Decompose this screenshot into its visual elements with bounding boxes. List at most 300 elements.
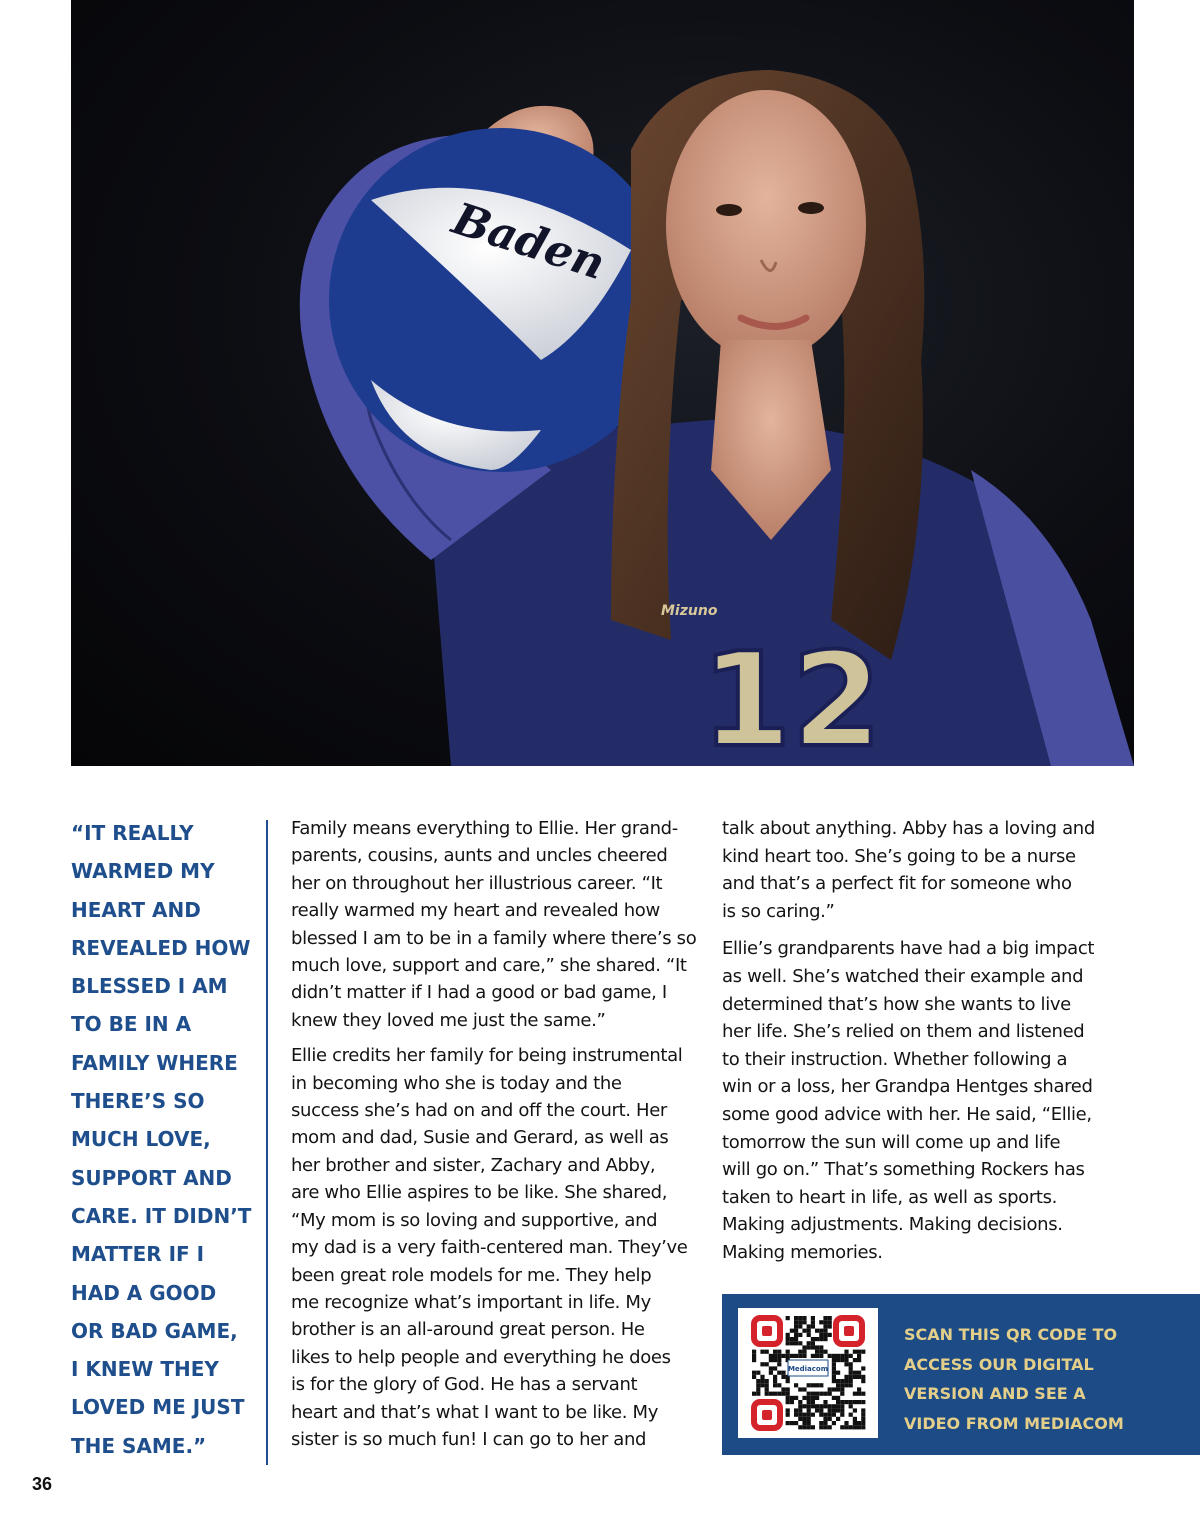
qr-module [807, 1329, 811, 1333]
qr-module [794, 1421, 798, 1425]
qr-module [823, 1417, 827, 1421]
pull-quote-line: THERE’S SO [71, 1089, 205, 1114]
qr-module [802, 1425, 806, 1429]
qr-module [777, 1362, 781, 1366]
article-column-2 [722, 815, 1095, 1267]
qr-module [802, 1354, 806, 1358]
qr-module [802, 1387, 806, 1391]
article-line: kind heart too. She’s going to be a nurse [722, 845, 1076, 867]
qr-module [781, 1371, 785, 1375]
qr-module [853, 1425, 857, 1429]
qr-module [786, 1392, 790, 1396]
qr-module [819, 1404, 823, 1408]
article-line: likes to help people and everything he does [291, 1346, 671, 1368]
article-line: talk about anything. Abby has a loving and [722, 818, 1095, 839]
article-line: Making adjustments. Making decisions. [722, 1214, 1063, 1236]
qr-module [794, 1354, 798, 1358]
qr-module [798, 1425, 802, 1429]
article-line: Ellie’s grandparents have had a big impact [722, 938, 1095, 960]
pull-quote-line: BLESSED I AM [71, 974, 228, 999]
qr-module [786, 1408, 790, 1412]
article-line: some good advice with her. He said, “Ellie, [722, 1103, 1092, 1125]
qr-module [823, 1421, 827, 1425]
qr-module [811, 1324, 815, 1328]
qr-module [853, 1371, 857, 1375]
qr-module [790, 1354, 794, 1358]
qr-module [853, 1408, 857, 1412]
qr-module [836, 1396, 840, 1400]
pull-quote-line: HEART AND [71, 897, 201, 922]
qr-module [765, 1379, 769, 1383]
qr-module [760, 1383, 764, 1387]
qr-module [752, 1350, 756, 1354]
article-line: in becoming who she is today and the [291, 1072, 622, 1094]
qr-module [811, 1425, 815, 1429]
qr-module [828, 1354, 832, 1358]
qr-module [828, 1417, 832, 1421]
article-line: as well. She’s watched their example and [722, 965, 1084, 987]
article-line: her brother and sister, Zachary and Abby, [291, 1154, 656, 1176]
article-line: mom and dad, Susie and Gerard, as well as [291, 1127, 669, 1149]
qr-module [807, 1417, 811, 1421]
qr-module [790, 1329, 794, 1333]
qr-module [773, 1358, 777, 1362]
qr-module [802, 1417, 806, 1421]
qr-module [861, 1413, 865, 1417]
qr-module [794, 1324, 798, 1328]
article-line: blessed I am to be in a family where there’s so [291, 927, 697, 949]
qr-module [819, 1337, 823, 1341]
qr-module [857, 1392, 861, 1396]
qr-module [828, 1324, 832, 1328]
qr-module [832, 1375, 836, 1379]
qr-module [828, 1333, 832, 1337]
qr-module [815, 1383, 819, 1387]
article-line: is so caring.” [722, 900, 835, 922]
qr-module [811, 1320, 815, 1324]
qr-module [807, 1392, 811, 1396]
article-line: parents, cousins, aunts and uncles cheered [291, 845, 668, 867]
qr-module [781, 1375, 785, 1379]
qr-module [773, 1354, 777, 1358]
qr-module [840, 1404, 844, 1408]
article-line: success she’s had on and off the court. Her [291, 1100, 667, 1122]
qr-module [786, 1333, 790, 1337]
qr-module [819, 1329, 823, 1333]
article-line: really warmed my heart and revealed how [291, 900, 660, 922]
qr-module [815, 1396, 819, 1400]
qr-module [849, 1400, 853, 1404]
page-number: 36 [32, 1474, 53, 1494]
article-line: much love, support and care,” she shared. “It [291, 955, 687, 977]
qr-module [832, 1379, 836, 1383]
article-line: taken to heart in life, as well as sports. [722, 1186, 1057, 1208]
article-column-1 [291, 815, 696, 1453]
qr-module [844, 1354, 848, 1358]
qr-module [769, 1354, 773, 1358]
qr-module [807, 1413, 811, 1417]
qr-module [836, 1358, 840, 1362]
qr-module [786, 1413, 790, 1417]
qr-module [781, 1392, 785, 1396]
qr-module [815, 1404, 819, 1408]
qr-code-graphic [738, 1308, 878, 1438]
qr-module [828, 1320, 832, 1324]
pull-quote-line: OR BAD GAME, [71, 1318, 238, 1343]
qr-module [756, 1383, 760, 1387]
paragraph-grandparents [722, 935, 1095, 1266]
qr-module [853, 1417, 857, 1421]
qr-module [828, 1392, 832, 1396]
qr-module [832, 1404, 836, 1408]
qr-module [811, 1396, 815, 1400]
qr-callout-line: VERSION AND SEE A [904, 1384, 1086, 1403]
qr-module [836, 1371, 840, 1375]
article-line: brother is an all-around great person. He [291, 1319, 645, 1341]
column-divider [266, 820, 268, 1465]
qr-module [844, 1358, 848, 1362]
qr-module [853, 1392, 857, 1396]
qr-module [786, 1387, 790, 1391]
qr-module [832, 1387, 836, 1391]
qr-module [752, 1354, 756, 1358]
article-line: and that’s a perfect fit for someone who [722, 873, 1072, 895]
jersey-number-text: 12 [701, 624, 882, 766]
qr-module [849, 1362, 853, 1366]
qr-module [752, 1371, 756, 1375]
qr-module [861, 1392, 865, 1396]
qr-module [811, 1392, 815, 1396]
qr-module [840, 1392, 844, 1396]
qr-module [828, 1425, 832, 1429]
qr-module [790, 1400, 794, 1404]
qr-module [802, 1320, 806, 1324]
qr-module [832, 1413, 836, 1417]
qr-module [811, 1354, 815, 1358]
qr-module [832, 1371, 836, 1375]
qr-module [844, 1421, 848, 1425]
qr-module [802, 1350, 806, 1354]
qr-module [857, 1387, 861, 1391]
pull-quote-line: REVEALED HOW [71, 935, 251, 960]
pull-quote-line: CARE. IT DIDN’T [71, 1203, 252, 1228]
qr-module [769, 1366, 773, 1370]
qr-module [794, 1396, 798, 1400]
qr-module [765, 1362, 769, 1366]
qr-module [828, 1404, 832, 1408]
pull-quote-line: SUPPORT AND [71, 1165, 232, 1190]
qr-module [752, 1392, 756, 1396]
qr-module [765, 1383, 769, 1387]
paragraph-talk-about [722, 815, 1095, 925]
qr-module [807, 1383, 811, 1387]
qr-module [807, 1333, 811, 1337]
qr-module [861, 1421, 865, 1425]
qr-module [773, 1350, 777, 1354]
qr-module [849, 1354, 853, 1358]
qr-module [849, 1379, 853, 1383]
qr-module [798, 1350, 802, 1354]
qr-module [786, 1396, 790, 1400]
qr-module [786, 1337, 790, 1341]
qr-callout-line: ACCESS OUR DIGITAL [904, 1354, 1094, 1374]
qr-module [823, 1404, 827, 1408]
qr-module [802, 1396, 806, 1400]
qr-module [823, 1316, 827, 1320]
qr-module [823, 1320, 827, 1324]
qr-module [853, 1400, 857, 1404]
pull-quote-line: TO BE IN A [71, 1012, 192, 1037]
qr-module [790, 1341, 794, 1345]
qr-module [794, 1413, 798, 1417]
qr-module [769, 1371, 773, 1375]
qr-module [819, 1421, 823, 1425]
qr-module [840, 1425, 844, 1429]
qr-module [811, 1337, 815, 1341]
qr-module [786, 1379, 790, 1383]
qr-module [811, 1413, 815, 1417]
qr-module [832, 1421, 836, 1425]
qr-module [861, 1366, 865, 1370]
qr-module [836, 1400, 840, 1404]
qr-module [823, 1400, 827, 1404]
qr-module [798, 1387, 802, 1391]
qr-module [773, 1375, 777, 1379]
pull-quote-line: LOVED ME JUST [71, 1395, 245, 1420]
paragraph-family-means [291, 815, 696, 1034]
qr-module [823, 1413, 827, 1417]
article-line: tomorrow the sun will come up and life [722, 1131, 1061, 1153]
qr-module [777, 1350, 781, 1354]
article-line: my dad is a very faith-centered man. They’ve [291, 1237, 688, 1259]
article-line: determined that’s how she wants to live [722, 993, 1071, 1015]
qr-module [798, 1320, 802, 1324]
player-illustration [71, 0, 1134, 766]
article-line: knew they loved me just the same.” [291, 1009, 606, 1031]
qr-callout-line: SCAN THIS QR CODE TO [904, 1325, 1118, 1344]
article-line: win or a loss, her Grandpa Hentges shared [722, 1076, 1093, 1098]
qr-module [823, 1350, 827, 1354]
article-line: to their instruction. Whether following a [722, 1048, 1068, 1070]
qr-module [823, 1392, 827, 1396]
qr-module [832, 1354, 836, 1358]
article-line: been great role models for me. They help [291, 1264, 652, 1286]
qr-module [823, 1337, 827, 1341]
article-line: “My mom is so loving and supportive, and [291, 1209, 658, 1231]
article-line: Family means everything to Ellie. Her grand- [291, 818, 678, 839]
qr-module [828, 1413, 832, 1417]
qr-module [798, 1316, 802, 1320]
pull-quote-line: I KNEW THEY [71, 1357, 219, 1382]
qr-module [756, 1387, 760, 1391]
qr-module [798, 1400, 802, 1404]
qr-module [756, 1371, 760, 1375]
qr-module [849, 1366, 853, 1370]
article-line: Ellie credits her family for being instrumental [291, 1045, 683, 1067]
qr-module [760, 1375, 764, 1379]
qr-module [786, 1316, 790, 1320]
qr-module [823, 1324, 827, 1328]
qr-module [790, 1421, 794, 1425]
qr-module [786, 1341, 790, 1345]
qr-module [844, 1383, 848, 1387]
qr-module [861, 1375, 865, 1379]
qr-module [811, 1345, 815, 1349]
article-line: her on throughout her illustrious career. “It [291, 872, 663, 894]
qr-module [798, 1341, 802, 1345]
qr-module [815, 1354, 819, 1358]
qr-module [756, 1379, 760, 1383]
qr-module [807, 1425, 811, 1429]
qr-module [802, 1329, 806, 1333]
article-line: heart and that’s what I want to be like. My [291, 1401, 659, 1423]
qr-module [815, 1350, 819, 1354]
qr-module [840, 1413, 844, 1417]
qr-module [752, 1375, 756, 1379]
qr-module [794, 1316, 798, 1320]
pull-quote [71, 814, 256, 1465]
pull-quote-line: MATTER IF I [71, 1242, 205, 1267]
qr-module [811, 1383, 815, 1387]
qr-callout-box [722, 1294, 1200, 1455]
qr-module [807, 1421, 811, 1425]
qr-code[interactable] [738, 1308, 878, 1438]
article-line: is for the glory of God. He has a servant [291, 1374, 638, 1396]
qr-module [802, 1421, 806, 1425]
pull-quote-line: “IT REALLY [71, 821, 194, 845]
ball-brand-text: Baden [446, 193, 611, 291]
qr-module [849, 1375, 853, 1379]
qr-module [857, 1354, 861, 1358]
qr-module [815, 1337, 819, 1341]
qr-module [819, 1383, 823, 1387]
qr-module [828, 1316, 832, 1320]
qr-module [836, 1404, 840, 1408]
qr-module [794, 1329, 798, 1333]
qr-module [832, 1408, 836, 1412]
qr-module [798, 1354, 802, 1358]
qr-module [794, 1320, 798, 1324]
qr-module [840, 1358, 844, 1362]
qr-module [777, 1371, 781, 1375]
qr-module [857, 1371, 861, 1375]
qr-module [861, 1350, 865, 1354]
qr-center-logo: Mediacom [787, 1365, 829, 1373]
qr-module [836, 1417, 840, 1421]
qr-module [802, 1413, 806, 1417]
qr-module [844, 1425, 848, 1429]
qr-module [849, 1413, 853, 1417]
qr-module [794, 1408, 798, 1412]
qr-module [832, 1358, 836, 1362]
article-line: sister is so much fun! I can go to her and [291, 1428, 647, 1450]
qr-module [752, 1358, 756, 1362]
qr-module [857, 1421, 861, 1425]
qr-module [807, 1396, 811, 1400]
qr-module [819, 1333, 823, 1337]
qr-module [819, 1392, 823, 1396]
qr-module [844, 1350, 848, 1354]
qr-module [849, 1371, 853, 1375]
qr-module [857, 1375, 861, 1379]
qr-module [794, 1333, 798, 1337]
qr-module [819, 1425, 823, 1429]
qr-module [807, 1404, 811, 1408]
qr-module [840, 1408, 844, 1412]
qr-module [861, 1379, 865, 1383]
qr-module [840, 1387, 844, 1391]
qr-module [777, 1392, 781, 1396]
qr-module [828, 1408, 832, 1412]
qr-module [857, 1350, 861, 1354]
qr-module [844, 1379, 848, 1383]
article-line: Making memories. [722, 1241, 883, 1263]
qr-module [802, 1316, 806, 1320]
qr-module [840, 1379, 844, 1383]
qr-module [807, 1341, 811, 1345]
qr-module [777, 1354, 781, 1358]
qr-module [798, 1324, 802, 1328]
qr-module [811, 1400, 815, 1404]
qr-module [861, 1417, 865, 1421]
qr-module [853, 1421, 857, 1425]
qr-module [790, 1337, 794, 1341]
qr-module [819, 1350, 823, 1354]
qr-module [765, 1387, 769, 1391]
article-line: are who Ellie aspires to be like. She shared, [291, 1182, 668, 1204]
pull-quote-line: FAMILY WHERE [71, 1050, 238, 1075]
paragraph-ellie-credits [291, 1042, 696, 1453]
pull-quote-line: HAD A GOOD [71, 1280, 217, 1305]
qr-module [819, 1354, 823, 1358]
qr-module [781, 1354, 785, 1358]
qr-module [844, 1400, 848, 1404]
qr-module [786, 1400, 790, 1404]
qr-module [781, 1387, 785, 1391]
qr-module [861, 1408, 865, 1412]
qr-module [836, 1379, 840, 1383]
qr-module [798, 1404, 802, 1408]
qr-module [811, 1316, 815, 1320]
qr-module [790, 1396, 794, 1400]
qr-module [819, 1320, 823, 1324]
qr-module [853, 1350, 857, 1354]
article-line: me recognize what’s important in life. My [291, 1291, 651, 1313]
qr-module [840, 1354, 844, 1358]
qr-module [765, 1392, 769, 1396]
qr-module [819, 1413, 823, 1417]
qr-module [807, 1324, 811, 1328]
qr-module [798, 1413, 802, 1417]
qr-module [836, 1387, 840, 1391]
qr-module [811, 1341, 815, 1345]
qr-module [819, 1408, 823, 1412]
qr-module [760, 1362, 764, 1366]
qr-module [773, 1392, 777, 1396]
qr-module [844, 1362, 848, 1366]
qr-module [773, 1366, 777, 1370]
qr-module [756, 1392, 760, 1396]
qr-module [786, 1354, 790, 1358]
qr-module [819, 1345, 823, 1349]
qr-module [798, 1333, 802, 1337]
qr-module [802, 1404, 806, 1408]
qr-module [823, 1329, 827, 1333]
qr-module [836, 1383, 840, 1387]
qr-module [794, 1383, 798, 1387]
pull-quote-line: MUCH LOVE, [71, 1127, 211, 1152]
qr-module [786, 1421, 790, 1425]
